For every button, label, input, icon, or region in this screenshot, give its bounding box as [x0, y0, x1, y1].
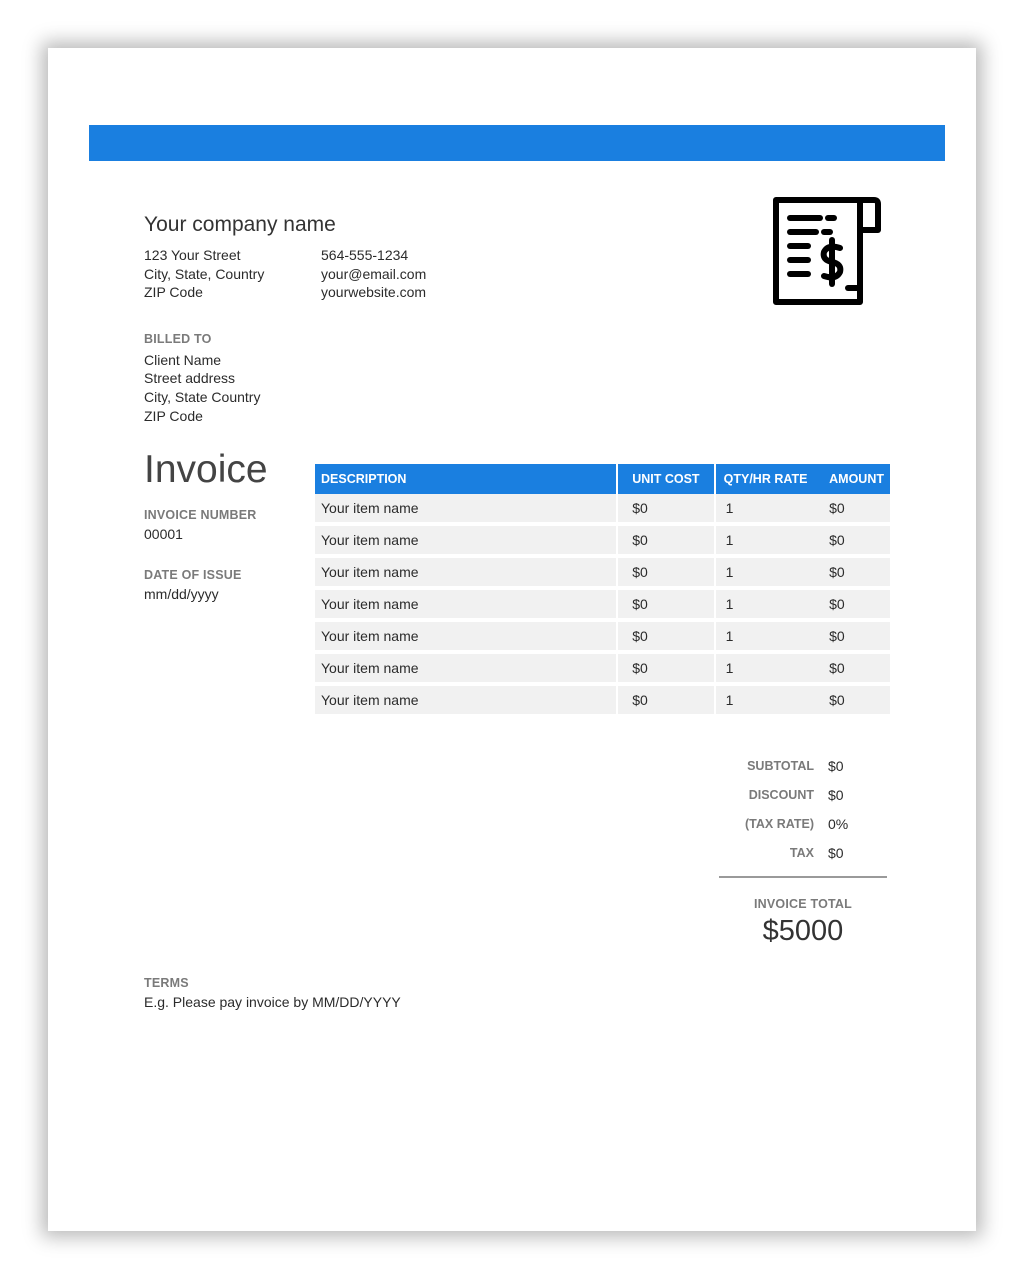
company-zip[interactable]: ZIP Code: [144, 284, 203, 300]
terms-label: TERMS: [144, 976, 189, 990]
table-row: [315, 686, 890, 718]
company-street[interactable]: 123 Your Street: [144, 247, 241, 263]
item-amount[interactable]: $0: [821, 558, 890, 590]
invoice-number[interactable]: 00001: [144, 526, 183, 542]
item-qty[interactable]: 1: [714, 590, 822, 622]
discount-label: DISCOUNT: [748, 787, 814, 802]
item-unit-cost[interactable]: $0: [616, 558, 713, 590]
item-unit-cost[interactable]: $0: [616, 622, 713, 654]
item-qty[interactable]: 1: [714, 654, 822, 686]
company-website[interactable]: yourwebsite.com: [321, 284, 427, 300]
table-row: [315, 590, 890, 622]
invoice-page: [48, 48, 976, 1231]
date-of-issue-block: [144, 566, 242, 604]
table-row: [315, 558, 890, 590]
header-unit-cost: UNIT COST: [616, 464, 713, 494]
item-unit-cost[interactable]: $0: [616, 590, 713, 622]
totals-block: [688, 751, 888, 867]
item-amount[interactable]: $0: [821, 686, 890, 718]
company-city[interactable]: City, State, Country: [144, 265, 265, 282]
item-description[interactable]: Your item name: [315, 494, 616, 526]
company-phone[interactable]: 564-555-1234: [321, 247, 409, 263]
item-amount[interactable]: $0: [821, 622, 890, 654]
terms-text[interactable]: E.g. Please pay invoice by MM/DD/YYYY: [144, 994, 401, 1010]
item-description[interactable]: Your item name: [315, 558, 616, 590]
billed-to: [144, 330, 260, 426]
invoice-number-label: INVOICE NUMBER: [144, 508, 257, 522]
item-amount[interactable]: $0: [821, 494, 890, 526]
tax-row: [688, 838, 888, 867]
header-amount: AMOUNT: [821, 464, 890, 494]
subtotal-label: SUBTOTAL: [747, 758, 814, 773]
tax-rate-label: (TAX RATE): [745, 816, 814, 831]
invoice-total-value[interactable]: $5000: [762, 915, 844, 947]
item-unit-cost[interactable]: $0: [616, 526, 713, 558]
date-of-issue[interactable]: mm/dd/yyyy: [144, 586, 219, 602]
item-amount[interactable]: $0: [821, 590, 890, 622]
client-name[interactable]: Client Name: [144, 351, 222, 368]
item-qty[interactable]: 1: [714, 494, 822, 526]
table-row: [315, 494, 890, 526]
invoice-total-block: [718, 897, 888, 948]
item-amount[interactable]: $0: [821, 654, 890, 686]
item-description[interactable]: Your item name: [315, 686, 616, 718]
date-of-issue-label: DATE OF ISSUE: [144, 568, 242, 582]
totals-divider: [719, 876, 887, 878]
discount-row: [688, 780, 888, 809]
item-qty[interactable]: 1: [714, 686, 822, 718]
item-description[interactable]: Your item name: [315, 622, 616, 654]
tax-label: TAX: [789, 845, 814, 860]
tax-rate-value[interactable]: 0%: [828, 815, 849, 832]
discount-value[interactable]: $0: [828, 786, 844, 803]
company-contact: [321, 246, 426, 302]
item-qty[interactable]: 1: [714, 558, 822, 590]
invoice-receipt-dollar-icon: [770, 192, 882, 308]
line-items-table: [315, 464, 890, 718]
tax-rate-row: [688, 809, 888, 838]
company-name[interactable]: Your company name: [144, 213, 336, 236]
client-street[interactable]: Street address: [144, 370, 236, 387]
item-unit-cost[interactable]: $0: [616, 654, 713, 686]
table-header-row: [315, 464, 890, 494]
billed-to-label: BILLED TO: [144, 332, 212, 346]
table-row: [315, 622, 890, 654]
item-description[interactable]: Your item name: [315, 654, 616, 686]
invoice-title: Invoice: [144, 448, 268, 491]
tax-value[interactable]: $0: [828, 844, 844, 861]
header-description: DESCRIPTION: [315, 464, 616, 494]
client-city[interactable]: City, State Country: [144, 389, 261, 406]
subtotal-row: [688, 751, 888, 780]
client-zip[interactable]: ZIP Code: [144, 407, 203, 424]
invoice-total-label: INVOICE TOTAL: [754, 897, 852, 911]
item-description[interactable]: Your item name: [315, 590, 616, 622]
table-row: [315, 654, 890, 686]
header-qty-rate: QTY/HR RATE: [714, 464, 822, 494]
item-qty[interactable]: 1: [714, 526, 822, 558]
invoice-number-block: [144, 506, 257, 544]
item-qty[interactable]: 1: [714, 622, 822, 654]
item-unit-cost[interactable]: $0: [616, 686, 713, 718]
terms-block: [144, 974, 401, 1012]
item-amount[interactable]: $0: [821, 526, 890, 558]
header-accent-bar: [89, 125, 945, 161]
company-address: [144, 246, 264, 302]
company-email[interactable]: your@email.com: [321, 265, 427, 282]
subtotal-value[interactable]: $0: [828, 757, 844, 774]
item-unit-cost[interactable]: $0: [616, 494, 713, 526]
item-description[interactable]: Your item name: [315, 526, 616, 558]
table-row: [315, 526, 890, 558]
